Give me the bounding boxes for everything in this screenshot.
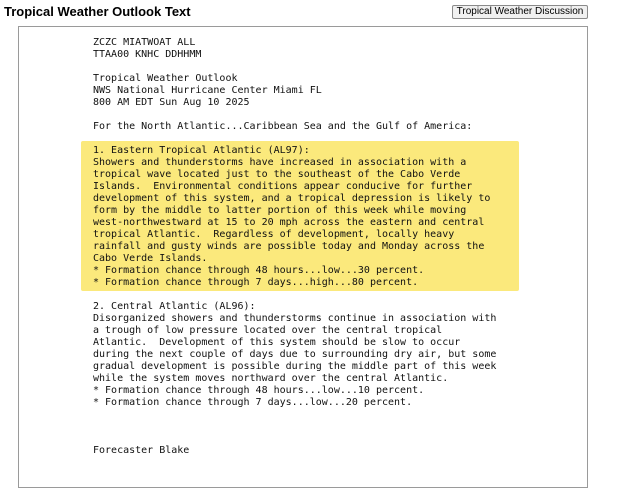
system-1-title: 1. Eastern Tropical Atlantic (AL97): [93,145,310,156]
system-1-text-line: form by the middle to latter portion of this week while moving [93,205,467,216]
system-1-text-line: west-northwestward at 15 to 20 mph across the eastern and central [93,217,485,228]
forecaster-signature: Forecaster Blake [93,445,190,456]
system-1-text-line: tropical Atlantic. Regardless of development, locally heavy [93,229,455,240]
system-1-text-line: Cabo Verde Islands. [93,253,208,264]
system-1-block [93,145,496,289]
system-1-chance-48h: * Formation chance through 48 hours...low...30 percent. [93,265,425,276]
product-name-line: Tropical Weather Outlook [93,73,238,84]
system-1-text-line: development of this system, and a tropical depression is likely to [93,193,491,204]
system-2-text-line: gradual development is possible during the middle part of this week [93,361,497,372]
issue-time-line: 800 AM EDT Sun Aug 10 2025 [93,97,250,108]
page-title: Tropical Weather Outlook Text [4,4,191,19]
system-1-text-line: Showers and thunderstorms have increased in association with a [93,157,467,168]
system-2-text-line: a trough of low pressure located over the central tropical [93,325,443,336]
outlook-intro-line: For the North Atlantic...Caribbean Sea and the Gulf of America: [93,121,473,132]
system-1-text-line: rainfall and gusty winds are possible today and Monday across the [93,241,485,252]
system-1-text-line: Islands. Environmental conditions appear conducive for further [93,181,473,192]
system-1-chance-7d: * Formation chance through 7 days...high...80 percent. [93,277,419,288]
system-2-text-line: Disorganized showers and thunderstorms continue in association with [93,313,497,324]
tropical-weather-discussion-button[interactable]: Tropical Weather Discussion [452,5,588,19]
system-2-title: 2. Central Atlantic (AL96): [93,301,256,312]
system-2-chance-48h: * Formation chance through 48 hours...low...10 percent. [93,385,425,396]
system-2-block [93,301,496,409]
system-2-text-line: during the next couple of days due to surrounding dry air, but some [93,349,497,360]
outlook-text-panel [18,26,588,488]
system-2-text-line: Atlantic. Development of this system should be slow to occur [93,337,461,348]
system-2-chance-7d: * Formation chance through 7 days...low...20 percent. [93,397,413,408]
wmo-header-line: TTAA00 KNHC DDHHMM [93,49,202,60]
wmo-header-line: ZCZC MIATWOAT ALL [93,37,196,48]
system-2-text-line: while the system moves northward over the central Atlantic. [93,373,449,384]
issuing-office-line: NWS National Hurricane Center Miami FL [93,85,322,96]
system-1-text-line: tropical wave located just to the southeast of the Cabo Verde [93,169,461,180]
outlook-product-text [93,37,496,457]
